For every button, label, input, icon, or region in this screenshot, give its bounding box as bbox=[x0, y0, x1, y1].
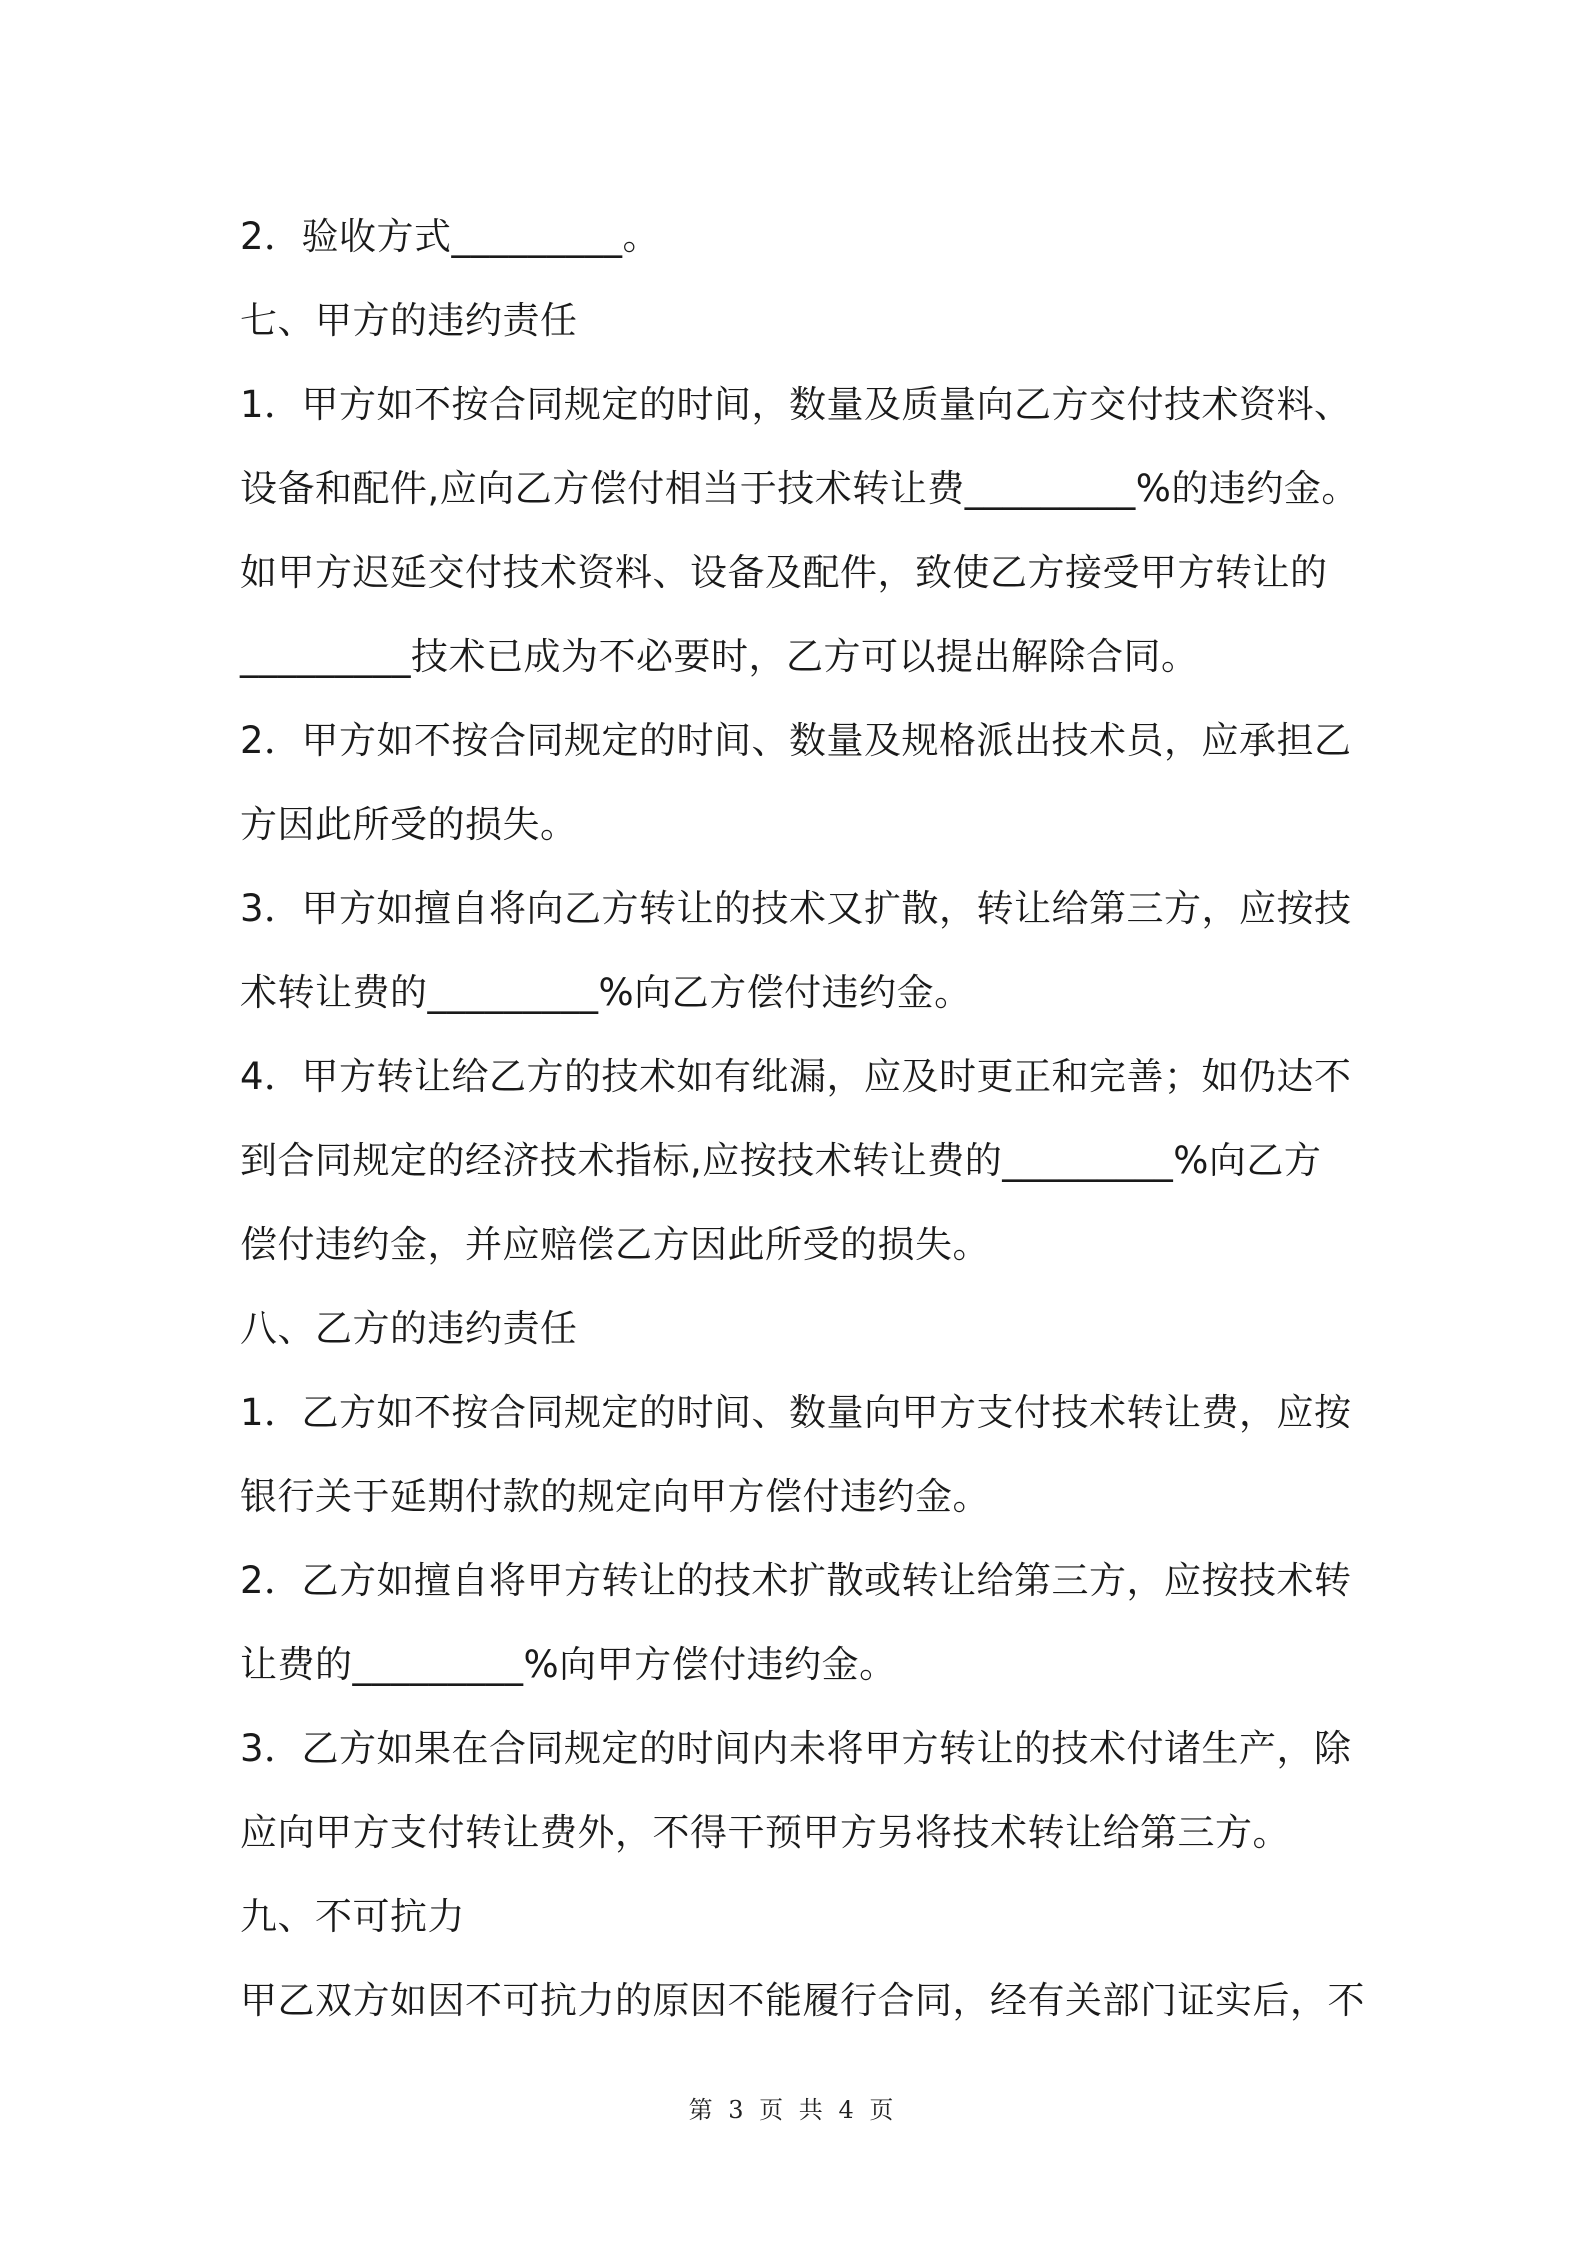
text-line: 银行关于延期付款的规定向甲方偿付违约金。 bbox=[240, 1475, 990, 1518]
text-line: 1．乙方如不按合同规定的时间、数量向甲方支付技术转让费，应按 bbox=[240, 1391, 1352, 1434]
text-line: 方因此所受的损失。 bbox=[240, 803, 578, 846]
text-line: 3．乙方如果在合同规定的时间内未将甲方转让的技术付诸生产，除 bbox=[240, 1727, 1352, 1770]
section-heading: 九、不可抗力 bbox=[240, 1895, 465, 1938]
text-line: 应向甲方支付转让费外，不得干预甲方另将技术转让给第三方。 bbox=[240, 1811, 1290, 1854]
text-line: 2．甲方如不按合同规定的时间、数量及规格派出技术员，应承担乙 bbox=[240, 719, 1352, 762]
text-line: 2．验收方式_________。 bbox=[240, 215, 661, 258]
text-line: 设备和配件,应向乙方偿付相当于技术转让费_________%的违约金。 bbox=[240, 467, 1359, 510]
text-line: 偿付违约金，并应赔偿乙方因此所受的损失。 bbox=[240, 1223, 990, 1266]
text-line: 如甲方迟延交付技术资料、设备及配件，致使乙方接受甲方转让的 bbox=[240, 551, 1328, 594]
text-line: 到合同规定的经济技术指标,应按技术转让费的_________%向乙方 bbox=[240, 1139, 1322, 1182]
text-line: _________技术已成为不必要时，乙方可以提出解除合同。 bbox=[240, 635, 1199, 678]
document-body bbox=[240, 195, 1365, 2043]
section-heading: 七、甲方的违约责任 bbox=[240, 299, 578, 342]
text-line: 3．甲方如擅自将向乙方转让的技术又扩散，转让给第三方，应按技 bbox=[240, 887, 1352, 930]
text-line: 甲乙双方如因不可抗力的原因不能履行合同，经有关部门证实后，不 bbox=[240, 1979, 1365, 2022]
text-line: 术转让费的_________%向乙方偿付违约金。 bbox=[240, 971, 972, 1014]
page-number-footer: 第 3 页 共 4 页 bbox=[688, 2096, 898, 2124]
section-heading: 八、乙方的违约责任 bbox=[240, 1307, 578, 1350]
text-line: 2．乙方如擅自将甲方转让的技术扩散或转让给第三方，应按技术转 bbox=[240, 1559, 1352, 1602]
text-line: 1．甲方如不按合同规定的时间，数量及质量向乙方交付技术资料、 bbox=[240, 383, 1352, 426]
text-line: 让费的_________%向甲方偿付违约金。 bbox=[240, 1643, 897, 1686]
text-line: 4．甲方转让给乙方的技术如有纰漏，应及时更正和完善；如仍达不 bbox=[240, 1055, 1352, 1098]
